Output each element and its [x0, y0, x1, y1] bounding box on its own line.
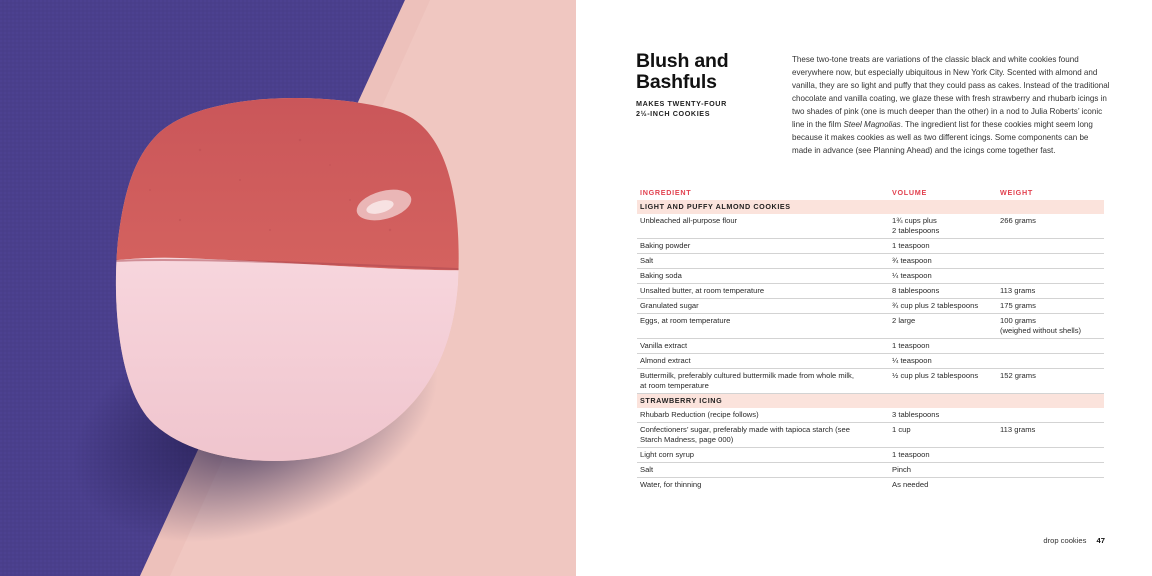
recipe-intro: These two-tone treats are variations of the classic black and white cookies found everywhere now, but especially ubiquitous in New York City. Scented with almond and vanilla, they are so light and puffy that they could pass as cakes. Instead of the traditional chocolate and vanilla coating, we glaze these with fresh strawberry and rhubarb icings in two shades of pink (one is much deeper than the other) in a nod to Julia Roberts’ iconic line in the film Steel Magnolias. The ingredient list for these cookies might seem long because it makes cookies as well as two different icings. Some components can be made in advance (see Planning Ahead) and the icings come together fast.	[792, 55, 1110, 155]
ingredient-table	[637, 187, 1104, 492]
table-row: Salt ¾ teaspoon	[637, 254, 1104, 269]
header-volume: VOLUME	[892, 188, 927, 197]
table-row: Confectioners’ sugar, preferably made with tapioca starch (see Starch Madness, page 000) 1 cup 113 grams	[637, 423, 1104, 448]
table-row: Eggs, at room temperature 2 large 100 grams (weighed without shells)	[637, 314, 1104, 339]
table-row: Buttermilk, preferably cultured buttermilk made from whole milk, at room temperature ½ cup plus 2 tablespoons 152 grams	[637, 369, 1104, 394]
table-row: Unbleached all-purpose flour 1¾ cups plus 2 tablespoons 266 grams	[637, 214, 1104, 239]
header-ingredient: INGREDIENT	[640, 188, 692, 197]
table-row: Rhubarb Reduction (recipe follows) 3 tablespoons	[637, 408, 1104, 423]
table-row: Baking powder 1 teaspoon	[637, 239, 1104, 254]
table-row: Light corn syrup 1 teaspoon	[637, 448, 1104, 463]
header-weight: WEIGHT	[1000, 188, 1033, 197]
page-number: 47	[1096, 536, 1105, 545]
section-row: STRAWBERRY ICING	[637, 394, 1104, 409]
film-title: Steel Magnolias	[843, 120, 901, 129]
table-row: Salt Pinch	[637, 463, 1104, 478]
table-row: Almond extract ¼ teaspoon	[637, 354, 1104, 369]
recipe-yield: MAKES TWENTY-FOUR 2½-INCH COOKIES	[636, 99, 727, 118]
table-row: Baking soda ¼ teaspoon	[637, 269, 1104, 284]
table-row: Water, for thinning As needed	[640, 480, 929, 489]
recipe-title: Blush and Bashfuls	[636, 50, 729, 93]
recipe-page	[576, 0, 1152, 576]
table-header-row	[637, 187, 1104, 200]
table-row: Unsalted butter, at room temperature 8 tablespoons 113 grams	[637, 284, 1104, 299]
footer-section-name: drop cookies	[1043, 536, 1087, 545]
section-row: LIGHT AND PUFFY ALMOND COOKIES	[637, 200, 1104, 214]
page-footer	[1043, 536, 1105, 545]
table-row: Granulated sugar ¾ cup plus 2 tablespoons 175 grams	[637, 299, 1104, 314]
table-row: Vanilla extract 1 teaspoon	[637, 339, 1104, 354]
